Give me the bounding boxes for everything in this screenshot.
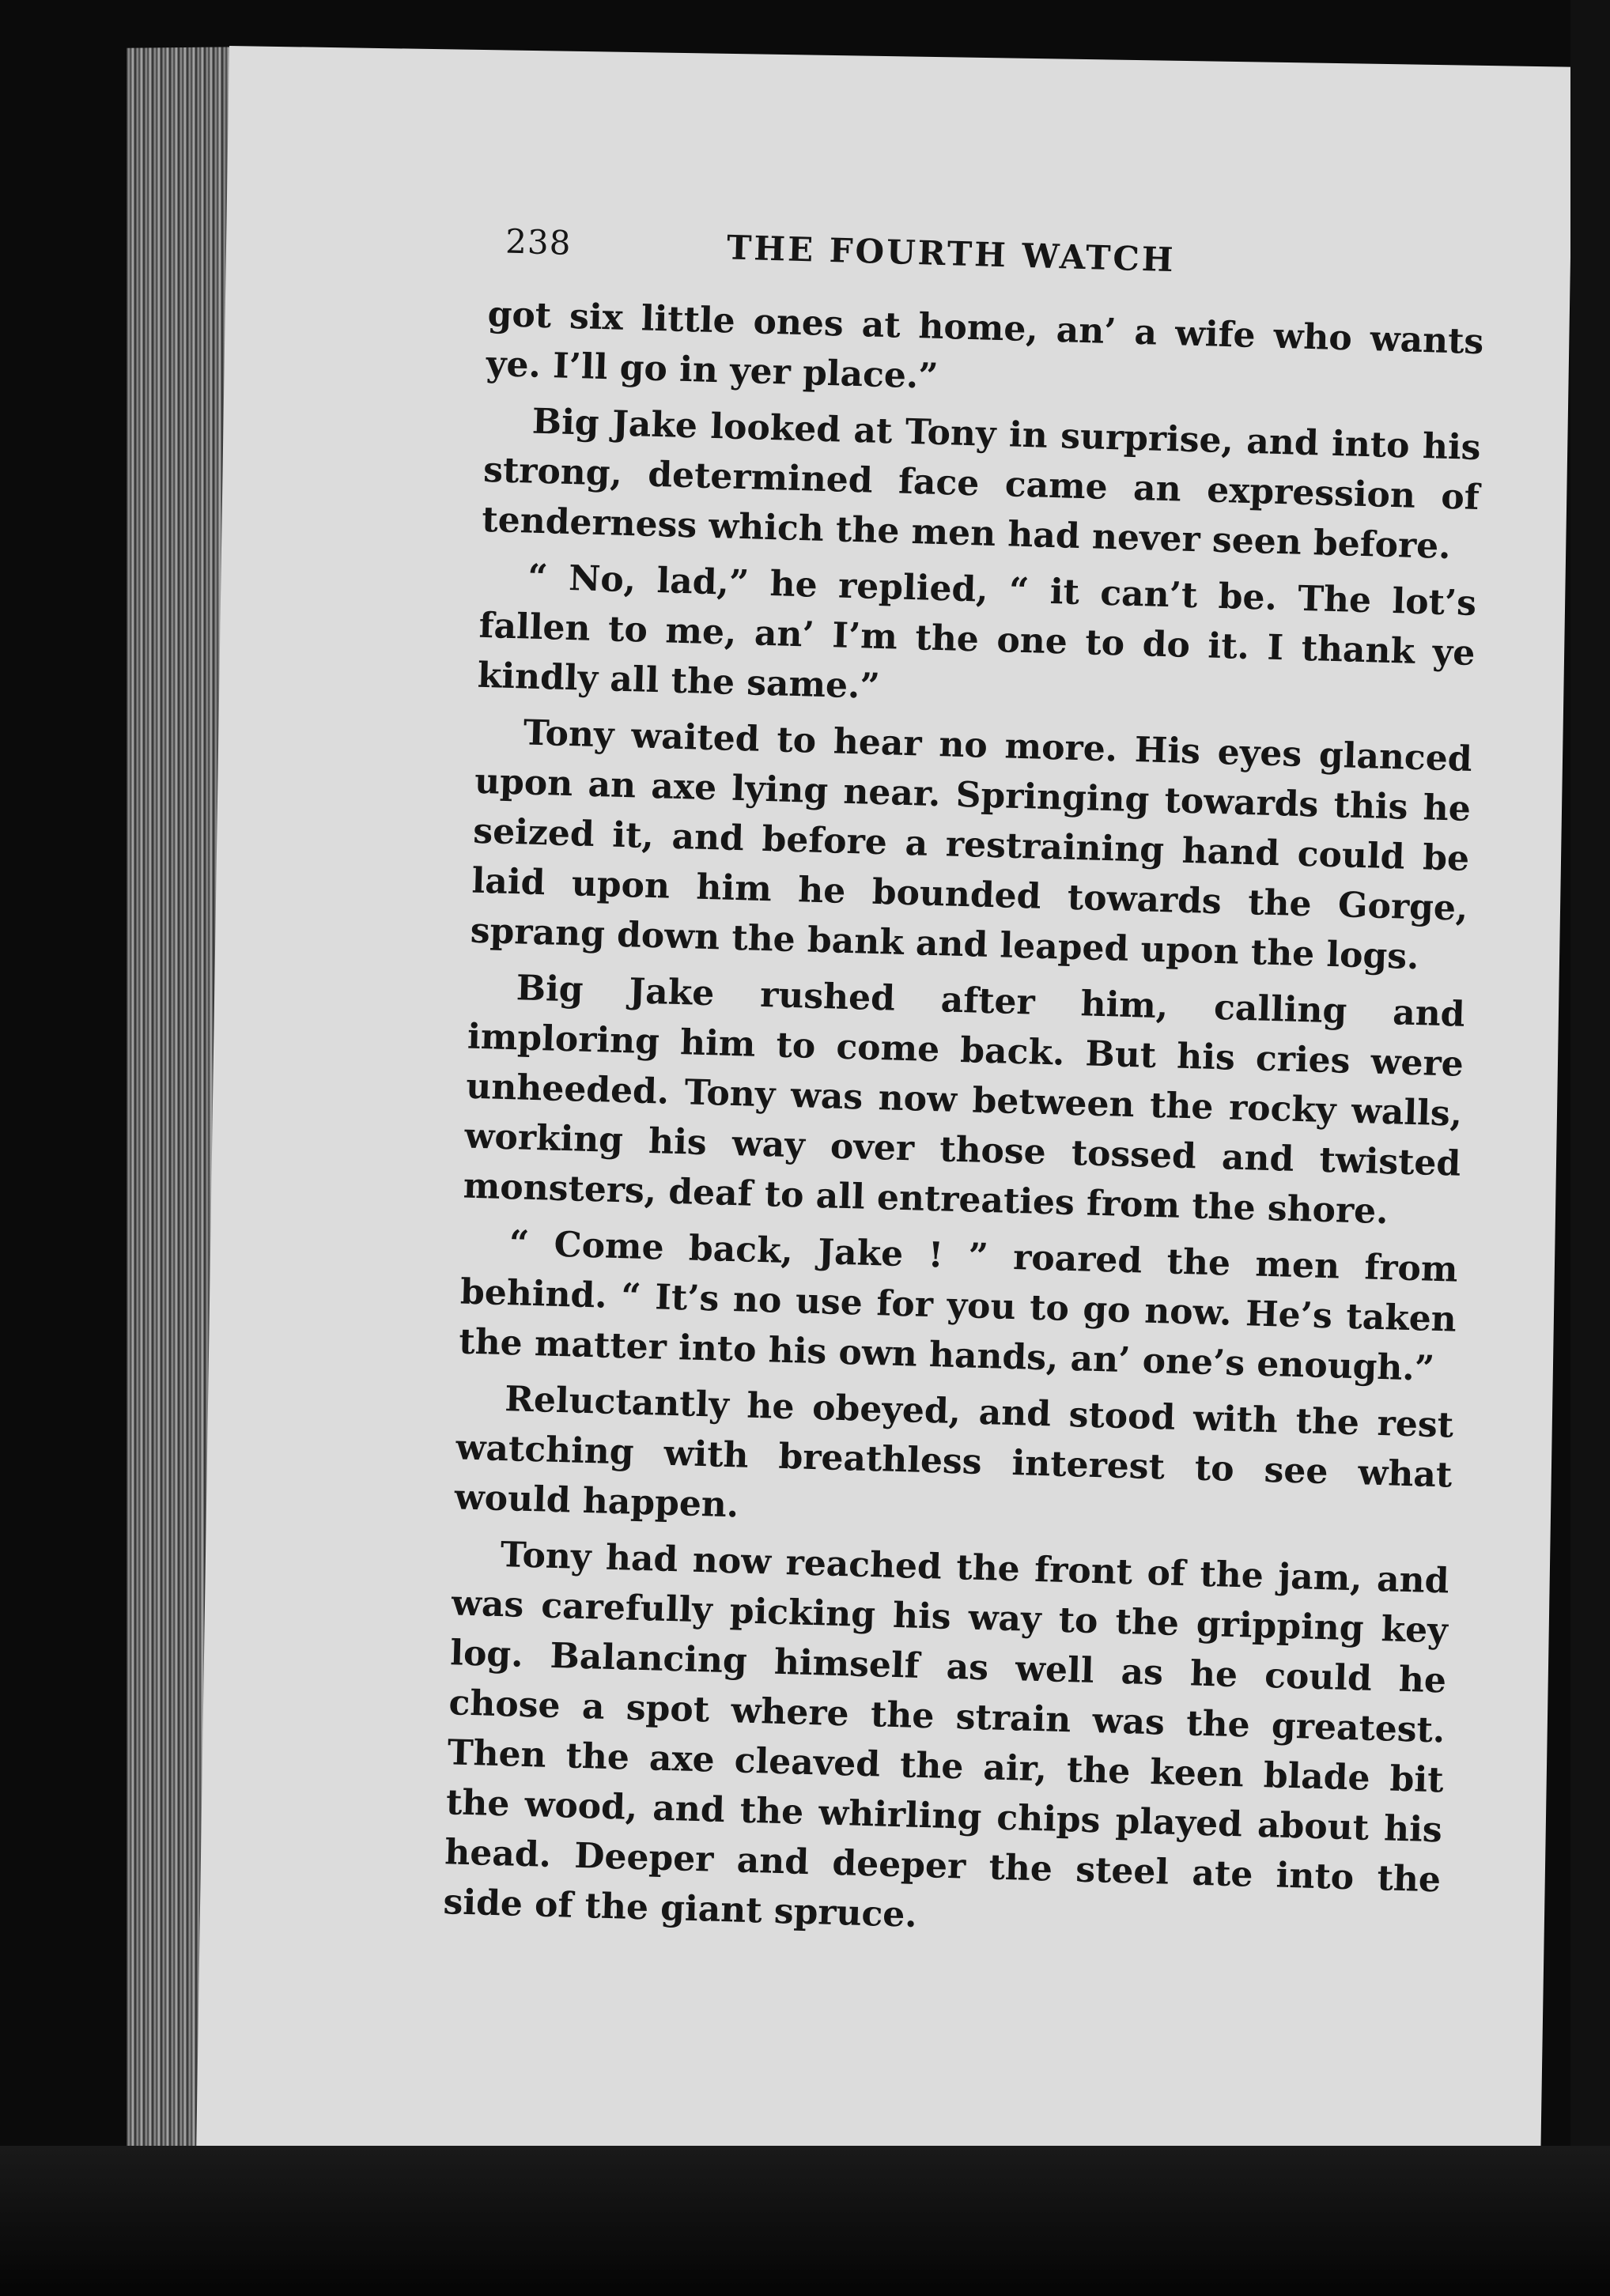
right-shadow [1570, 0, 1610, 2296]
paragraph: Big Jake looked at Tony in surprise, and into his strong, determined face came an expression of tenderness which the men had never seen before. [481, 401, 1482, 568]
running-title: THE FOURTH WATCH [726, 228, 1177, 280]
page-number: 238 [505, 221, 573, 262]
page-text [443, 221, 1487, 1961]
paragraph: “ Come back, Jake ! ” roared the men from behind. “ It’s no use for you to go now. He’s taken the matter into his own hands, an’ one’s enough.” [458, 1223, 1459, 1389]
paragraph: “ No, lad,” he replied, “ it can’t be. The lot’s fallen to me, an’ I’m the one to do it. I thank ye kindly all the same.” [477, 557, 1477, 707]
paragraph: got six little ones at home, an’ a wife who wants ye. I’ll go in yer place.” [486, 293, 1484, 397]
bottom-shadow [0, 2146, 1610, 2296]
paragraph: Tony had now reached the front of the jam, and was carefully picking his way to the gripping key log. Balancing himself as well as he could he chose a spot where the strain was the greatest. Then the axe cleaved the air, the keen blade bit the wood, and the whirling chips played about his head. Deeper and deeper the steel ate into the side of the giant spruce. [442, 1535, 1450, 1935]
paragraph: Tony waited to hear no more. His eyes glanced upon an axe lying near. Springing towards this he seized it, and before a restraining hand could be laid upon him he bounded towards the Gorge, sprang down the bank and leaped upon the logs. [470, 712, 1473, 978]
paragraph: Reluctantly he obeyed, and stood with the rest watching with breathless interest to see what would happen. [454, 1379, 1454, 1526]
paragraph: Big Jake rushed after him, calling and imploring him to come back. But his cries were unheeded. Tony was now between the rocky walls, working his way over those tossed and twisted monsters, deaf to all entreaties from the shore. [463, 968, 1466, 1233]
